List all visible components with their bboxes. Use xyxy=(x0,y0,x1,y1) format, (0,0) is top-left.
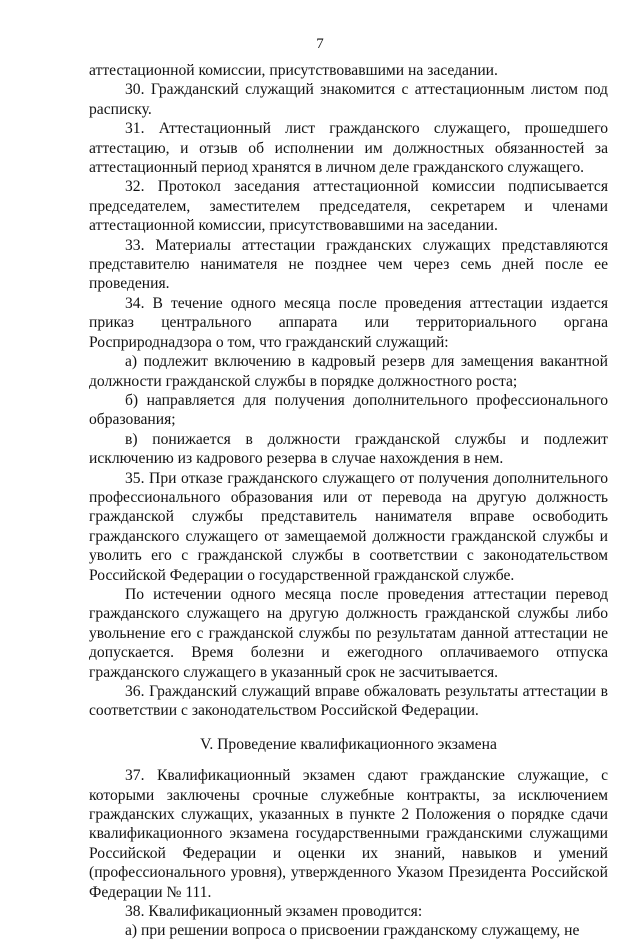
paragraph-35-cont: По истечении одного месяца после проведения аттестации перевод гражданского служащего на другую должность гражданской службы либо увольнение его с гражданской службы по результатам данной аттестации не допускается. Время болезни и ежегодного оплачиваемого отпуска гражданского служащего в указанный срок не засчитывается. xyxy=(89,585,608,681)
paragraph-38: 38. Квалификационный экзамен проводится: xyxy=(125,903,423,921)
paragraph-34: 34. В течение одного месяца после проведения аттестации издается приказ центрального аппарата или территориального органа Росприроднадзора о том, что гражданский служащий: xyxy=(89,294,608,351)
paragraph-36: 36. Гражданский служащий вправе обжаловать результаты аттестации в соответствии с законодательством Российской Федерации. xyxy=(89,683,608,720)
paragraph-34-a: а) подлежит включению в кадровый резерв для замещения вакантной должности гражданской службы в порядке должностного роста; xyxy=(89,353,608,390)
paragraph-32: 32. Протокол заседания аттестационной комиссии подписывается председателем, заместителем председателя, секретарем и членами аттестационной комиссии, присутствовавшими на заседании. xyxy=(89,178,608,235)
paragraph-35: 35. При отказе гражданского служащего от получения дополнительного профессионального образования или от перевода на другую должность гражданской службы представитель нанимателя вправе освободить гражданского служащего от замещаемой должности гражданской службы и уволить его с гражданской службы в соответствии с законодательством Российской Федерации о государственной гражданской службе. xyxy=(89,469,608,584)
paragraph-31: 31. Аттестационный лист гражданского служащего, прошедшего аттестацию, и отзыв об исполнении им должностных обязанностей за аттестационный период хранятся в личном деле гражданского служащего. xyxy=(89,120,608,177)
paragraph-37: 37. Квалификационный экзамен сдают гражданские служащие, с которыми заключены срочные служебные контракты, за исключением гражданских служащих, указанных в пункте 2 Положения о порядке сдачи квалификационного экзамена государственными гражданскими служащими Российской Федерации и оценки их знаний, навыков и умений (профессионального уровня), утвержденного Указом Президента Российской Федерации № 111. xyxy=(89,767,608,901)
paragraph-38-a: а) при решении вопроса о присвоении гражданскому служащему, не xyxy=(125,922,580,940)
paragraph-33: 33. Материалы аттестации гражданских служащих представляются представителю нанимателя не позднее чем через семь дней после ее проведения. xyxy=(89,236,608,293)
section-heading: V. Проведение квалификационного экзамена xyxy=(200,735,497,753)
paragraph-34-v: в) понижается в должности гражданской службы и подлежит исключению из кадрового резерва в случае нахождения в нем. xyxy=(89,430,608,468)
document-body xyxy=(89,61,608,941)
paragraph-30: 30. Гражданский служащий знакомится с аттестационным листом под расписку. xyxy=(89,81,608,118)
paragraph-34-b: б) направляется для получения дополнительного профессионального образования; xyxy=(89,391,608,429)
paragraph-continuation: аттестационной комиссии, присутствовавшими на заседании. xyxy=(89,62,498,79)
page-number: 7 xyxy=(316,36,324,52)
